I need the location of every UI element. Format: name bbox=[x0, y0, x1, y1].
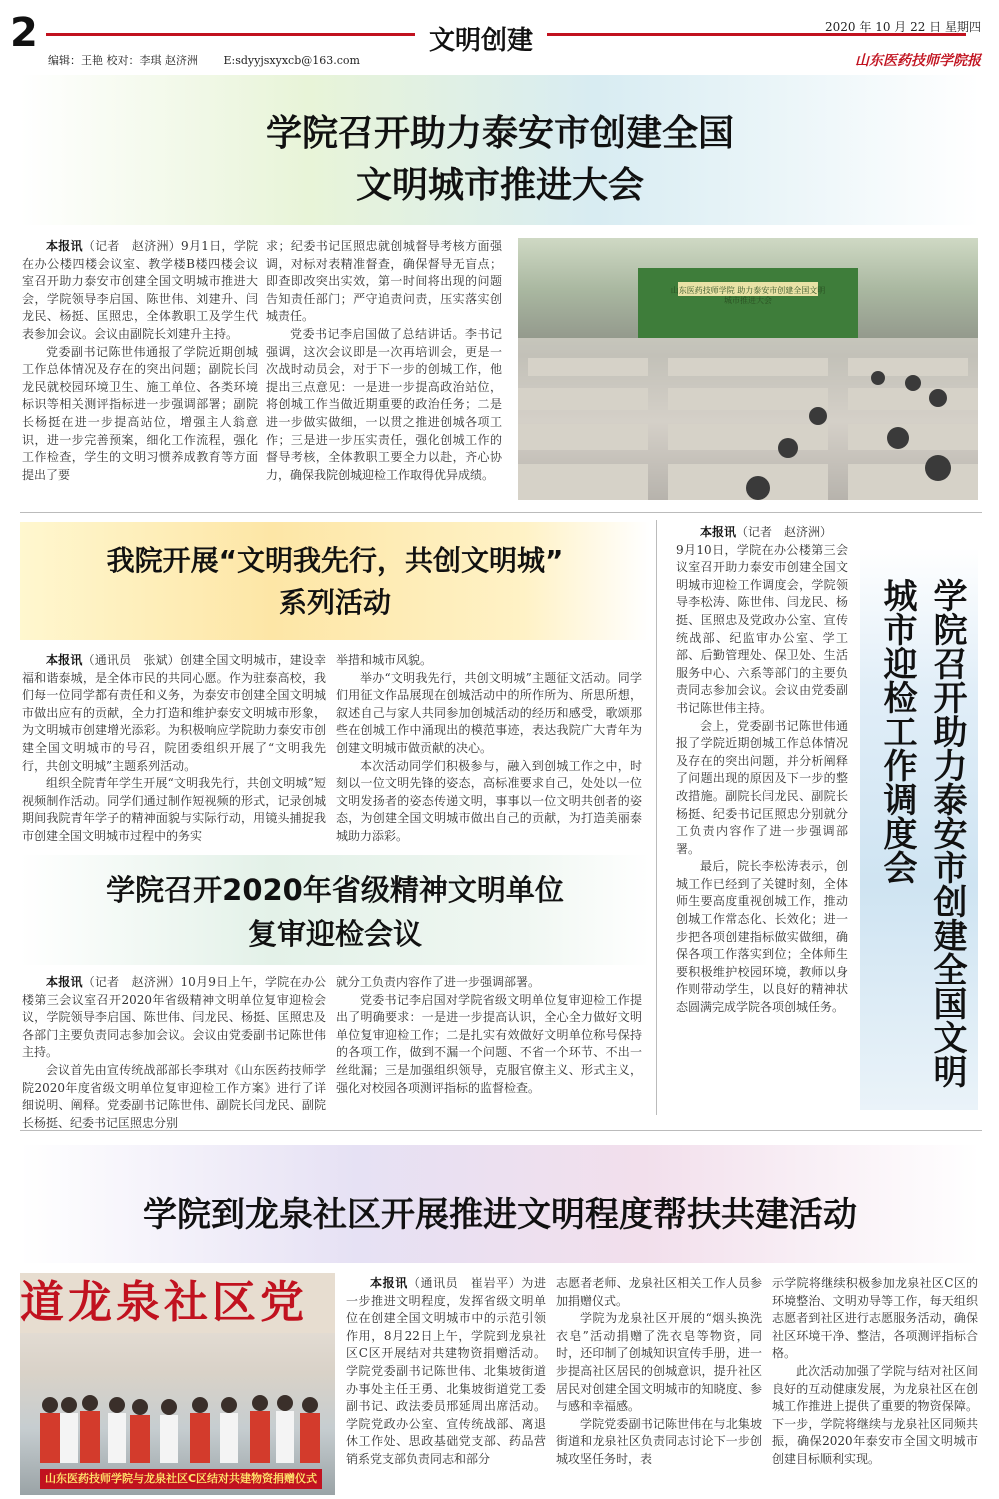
article2-para5: 本次活动同学们积极参与，融入到创城工作之中，时刻以一位文明先锋的姿态，高标准要求自己，处处以一位文明发扬者的姿态传递文明，事事以一位文明共创者的姿态，为创建全国文明城市做出自己的贡献，为打造美丽泰城助力添彩。 bbox=[336, 758, 642, 843]
donation-banner: 山东医药技师学院与龙泉社区C区结对共建物资捐赠仪式 bbox=[40, 1469, 322, 1489]
column-divider bbox=[656, 520, 657, 1115]
article1-para3: 求；纪委书记匡照忠就创城督导考核方面强调，对标对表精准督查，确保督导无盲点；即查即改突出实效，第一时间将出现的问题告知责任部门；严守追责问责，压实落实创城责任。 bbox=[266, 239, 502, 324]
article1-col1 bbox=[22, 238, 258, 484]
article5-para6: 此次活动加强了学院与结对社区间良好的互动健康发展，为龙泉社区在创城工作推进上提供了重要的物资保障。下一步，学院将继续与龙泉社区同频共振，确保2020年泰安市全国文明城市创建目标顺利实现。 bbox=[772, 1363, 978, 1466]
masthead-logo: 山东医药技师学院报 bbox=[855, 53, 981, 69]
article1-title-line2: 文明城市推进大会 bbox=[355, 165, 644, 206]
article1-col2 bbox=[266, 238, 502, 484]
article2-para1: 创建全国文明城市，建设幸福和谐泰城，是全体市民的共同心愿。作为驻泰高校，我们每一位同学都有责任和义务，为泰安市创建全国文明城市做出应有的贡献，全力打造和维护泰安文明城市形象，为文明城市创建增光添彩。为积极响应学院助力泰安市创建全国文明城市的号召，院团委组织开展了“文明我先行，共创文明城”主题系列活动。 bbox=[22, 653, 326, 773]
header-credits bbox=[48, 52, 360, 68]
article3-para1: 10月9日上午，学院在办公楼第三会议室召开2020年省级精神文明单位复审迎检会议，学院领导李启国、陈世伟、闫龙民、杨挺、匡照忠及各部门主要负责同志参加会议。会议由党委副书记陈世伟主持。 bbox=[22, 975, 326, 1060]
article5-byline: （通讯员 崔岩平） bbox=[407, 1276, 522, 1290]
article4-lead: 本报讯 bbox=[700, 525, 737, 539]
article4-para2: 会上，党委副书记陈世伟通报了学院近期创城工作总体情况及存在的突出问题，并分析阐释了问题出现的原因及下一步的整改措施。副院长闫龙民、副院长杨挺、纪委书记匡照忠分别就分工负责内容作了进一步强调部署。 bbox=[676, 718, 848, 856]
article1-byline: （记者 赵济洲） bbox=[82, 239, 182, 253]
article1-para4: 党委书记李启国做了总结讲话。李书记强调，这次会议即是一次再培训会，更是一次战时动员会，对于下一步的创城工作，他提出三点意见：一是进一步提高政治站位，将创城工作当做近期重要的政治任务；二是进一步做实做细，一以贯之推进创城各项工作；三是进一步压实责任，强化创城工作的督导考核，全体教职工要全力以赴，齐心协力，确保我院创城迎检工作取得优异成绩。 bbox=[266, 326, 502, 482]
article3-title bbox=[20, 868, 650, 956]
article4-body bbox=[676, 524, 848, 1017]
article2-para4: 举办“文明我先行，共创文明城”主题征文活动。同学们用征文作品展现在创城活动中的所作所为、所思所想，叙述自己与家人共同参加创城活动的经历和感受，歌颂那些在创城工作中涌现出的模范事迹，表达我院广大青年为创建文明城市做贡献的决心。 bbox=[336, 670, 642, 755]
meeting-hall-illustration bbox=[518, 238, 978, 500]
article4-para1: 9月10日，学院在办公楼第三会议室召开助力泰安市创建全国文明城市迎检工作调度会，学院领导李松涛、陈世伟、闫龙民、杨挺、匡照忠及党政办公室、宣传统战部、纪监审办公室、学工部、后勤管理处、保卫处、生活服务中心、六系等部门的主要负责同志参加会议。会议由党委副书记陈世伟主持。 bbox=[676, 542, 848, 715]
article5-para2: 志愿者老师、龙泉社区相关工作人员参加捐赠仪式。 bbox=[556, 1276, 762, 1308]
article2-byline: （通讯员 张斌） bbox=[82, 653, 180, 667]
article3-lead: 本报讯 bbox=[46, 975, 83, 989]
article5-para5: 示学院将继续积极参加龙泉社区C区的环境整治、文明劝导等工作，每天组织志愿者到社区进行志愿服务活动，确保社区环境干净、整洁，各项测评指标合格。 bbox=[772, 1276, 978, 1361]
article3-title-line2: 复审迎检会议 bbox=[247, 917, 422, 951]
article5-photo bbox=[20, 1273, 335, 1495]
article5-lead: 本报讯 bbox=[370, 1276, 408, 1290]
page-number: 2 bbox=[10, 10, 38, 56]
article1-title bbox=[100, 108, 900, 212]
article5-para1: 为进一步推进文明程度，发挥省级文明单位在创建全国文明城市中的示范引领作用，8月22日上午，学院到龙泉社区C区开展结对共建物资捐赠活动。学院党委副书记陈世伟、北集坡街道办事处主任王勇、北集坡街道党工委副书记、政法委员邢延周出席活动。学院党政办公室、宣传统战部、离退休工作处、思政基础党支部、药品营销系党支部负责同志和部分 bbox=[346, 1276, 546, 1466]
article3-col1 bbox=[22, 974, 326, 1132]
article1-photo bbox=[518, 238, 978, 500]
article3-para2: 会议首先由宣传统战部部长李琪对《山东医药技师学院2020年度省级文明单位复审迎检工作方案》进行了详细说明、阐释。党委副书记陈世伟、副院长闫龙民、副院长杨挺、纪委书记匡照忠分别 bbox=[22, 1062, 326, 1130]
community-sign: 道龙泉社区党 bbox=[20, 1277, 308, 1328]
article2-title-line1: 我院开展“文明我先行，共创文明城” bbox=[106, 544, 564, 577]
article5-title: 学院到龙泉社区开展推进文明程度帮扶共建活动 bbox=[143, 1195, 857, 1235]
email: E:sdyyjsxyxcb@163.com bbox=[223, 54, 360, 67]
article2-para3: 举措和城市风貌。 bbox=[336, 653, 433, 667]
article3-title-line1: 学院召开2020年省级精神文明单位 bbox=[106, 873, 564, 907]
article2-para2: 组织全院青年学生开展“文明我先行，共创文明城”短视频制作活动。同学们通过制作短视频的形式，记录创城期间我院青年学子的精神面貌与实际行动，用镜头捕捉我市创建全国文明城市过程中的务实 bbox=[22, 776, 326, 843]
article5-para4: 学院党委副书记陈世伟在与北集坡街道和龙泉社区负责同志讨论下一步创城攻坚任务时，表 bbox=[556, 1416, 762, 1466]
article3-para3: 就分工负责内容作了进一步强调部署。 bbox=[336, 975, 541, 989]
article2-title-line2: 系列活动 bbox=[278, 586, 391, 619]
article5-col3 bbox=[772, 1275, 978, 1469]
article1-para2: 党委副书记陈世伟通报了学院近期创城工作总体情况及存在的突出问题；副院长闫龙民就校园环境卫生、施工单位、各类环境标识等相关测评指标进一步强调部署；副院长杨挺在进一步提高站位，增强主人翁意识，进一步完善预案，细化工作流程，强化工作检查，学生的文明习惯养成教育等方面提出了要 bbox=[22, 344, 258, 482]
volunteers-group bbox=[20, 1383, 335, 1473]
article1-title-line1: 学院召开助力泰安市创建全国 bbox=[265, 113, 734, 154]
section-divider bbox=[20, 512, 982, 513]
article5-para3: 学院为龙泉社区开展的“烟头换洗衣皂”活动捐赠了洗衣皂等物资，同时，还印制了创城知识宣传手册，进一步提高社区居民的创城意识，提升社区居民对创建全国文明城市的知晓度、参与感和幸福感。 bbox=[556, 1311, 762, 1414]
article4-para3: 最后，院长李松涛表示，创城工作已经到了关键时刻，全体师生要高度重视创城工作，推动创城工作常态化、长效化；进一步把各项创建指标做实做细，确保各项工作落实到位；全体师生要积极维护校园环境，教师以身作则带动学生，以良好的精神状态圆满完成学院各项创城任务。 bbox=[676, 859, 848, 1015]
article2-lead: 本报讯 bbox=[46, 653, 83, 667]
section-divider-2 bbox=[20, 1130, 982, 1131]
article4-byline: （记者 赵济洲） bbox=[736, 525, 833, 539]
article3-para4: 党委书记李启国对学院省级文明单位复审迎检工作提出了明确要求：一是进一步提高认识，全心全力做好文明单位复审迎检工作；二是扎实有效做好文明单位称号保持的各项工作，做到不漏一个问题、不省一个环节、不出一丝纰漏；三是加强组织领导，克服官僚主义、形式主义，强化对校园各项测评指标的监督检查。 bbox=[336, 992, 642, 1095]
article2-col2 bbox=[336, 652, 642, 846]
article1-para1: 9月1日，学院在办公楼四楼会议室、教学楼B楼四楼会议室召开助力泰安市创建全国文明城市推进大会，学院领导李启国、陈世伟、刘建升、闫龙民、杨挺、匡照忠，全体教职工及学生代表参加会议。会议由副院长刘建升主持。 bbox=[22, 239, 258, 341]
article4-title: 学院召开助力泰安市创建全国文明城市迎检工作调度会 bbox=[877, 578, 967, 1088]
credits: 编辑：王艳 校对：李琪 赵济洲 bbox=[48, 54, 198, 67]
issue-date: 2020 年 10 月 22 日 星期四 bbox=[825, 20, 981, 34]
article2-col1 bbox=[22, 652, 326, 846]
article3-byline: （记者 赵济洲） bbox=[82, 975, 181, 989]
article5-col2 bbox=[556, 1275, 762, 1469]
article1-lead: 本报讯 bbox=[46, 239, 83, 253]
photo-banner-text: 山东医药技师学院 助力泰安市创建全国文明城市推进大会 bbox=[670, 286, 826, 305]
article2-title bbox=[20, 540, 650, 624]
article3-col2 bbox=[336, 974, 642, 1097]
article5-col1 bbox=[346, 1275, 546, 1469]
section-title: 文明创建 bbox=[415, 20, 547, 57]
